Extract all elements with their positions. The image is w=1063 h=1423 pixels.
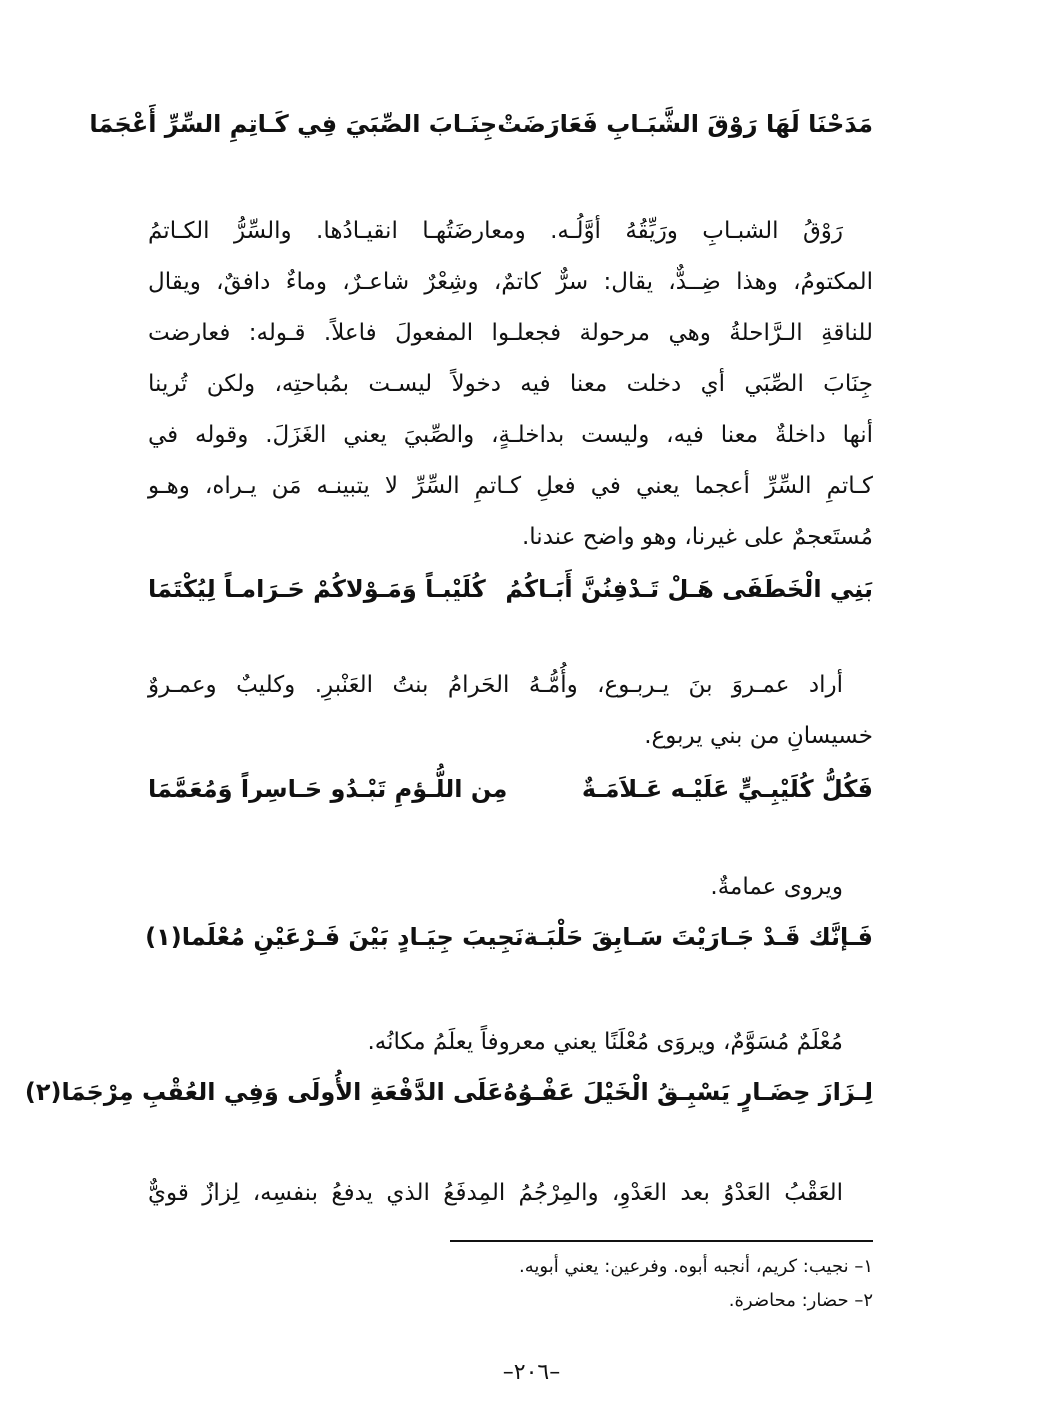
- verse-hemistich-right: مَدَحْنَا لَهَا رَوْقَ الشَّبَـابِ فَعَارَضَتْ: [497, 110, 873, 138]
- verse-hemistich-left: جِنَـابَ الصِّبَيَ فِي كَـاتِمِ السِّرِّ أَعْجَمَا: [89, 110, 498, 138]
- commentary-paragraph: [148, 206, 873, 563]
- verse-hemistich-left: عَلَى الدَّفْعَةِ الأُولَى وَفِي العُقْبِ مِرْجَمَا(٢): [24, 1078, 504, 1106]
- commentary-paragraph: [148, 862, 873, 913]
- commentary-paragraph: [148, 1017, 873, 1068]
- paragraph-line: خسيسانِ من بني يربوع.: [644, 723, 873, 749]
- paragraph-line: المكتومُ، وهذا ضِــدٌّ، يقال: سرٌّ كاتمٌ، وشِعْرٌ شاعـرٌ، وماءٌ دافقٌ، ويقال: [148, 269, 873, 295]
- page-number: –٢٠٦–: [502, 1360, 561, 1385]
- verse-hemistich-right: فَكُلُّ كُلَيْبِـيٍّ عَلَيْـه عَـلاَمَـةٌ: [581, 775, 873, 803]
- verse-line: [148, 567, 873, 611]
- verse-line: [145, 915, 873, 959]
- paragraph-line: العَقْبُ العَدْوُ بعد العَدْوِ، والمِرْجُمُ المِدفَعُ الذي يدفعُ بنفسِه، لِزازٌ قويٌّ: [148, 1180, 843, 1206]
- commentary-paragraph: [148, 1168, 873, 1219]
- paragraph-line: كـاتمِ السِّرِّ أعجما يعني في فعلِ كـاتمِ السِّرِّ لا يتبينـه مَن يـراه، وهـو: [148, 473, 873, 499]
- footnote: ١– نجيب: كريم، أنجبه أبوه. وفرعين: يعني أبويه.: [519, 1256, 873, 1277]
- verse-hemistich-right: فَـإنَّك قَـدْ جَـارَيْتَ سَـابِقَ حَلْبَـة: [523, 923, 873, 951]
- verse-line: [89, 102, 873, 146]
- paragraph-line: للناقةِ الـرَّاحلةُ وهي مرحولة فجعلـوا المفعولَ فاعلاً. قـوله: فعارضت: [148, 320, 873, 346]
- paragraph-line: أنها داخلةٌ معنا فيه، وليست بداخلـةٍ، والصِّبيَ يعني الغَزَلَ. وقوله في: [148, 422, 873, 448]
- paragraph-line: مُعْلَمٌ مُسَوَّمٌ، ويروَى مُعْلَنًا يعني معروفاً يعلَمُ مكانُه.: [367, 1029, 843, 1055]
- footnote: ٢– حضار: محاضرة.: [728, 1290, 873, 1311]
- verse-hemistich-left: مِن اللُّـؤمِ تَبْـدُو حَـاسِراً وَمُعَمَّمَا: [148, 775, 508, 803]
- verse-hemistich-left: كُلَيْبـاً وَمَـوْلاكُمْ حَـرَامـاً لِيُكْتَمَا: [148, 575, 486, 603]
- paragraph-line: أراد عمـروَ بنَ يـربـوع، وأُمُّـهُ الحَرامُ بنتُ العَنْبرِ. وكليبٌ وعمـروٌ: [148, 672, 843, 698]
- paragraph-line: جِنَابَ الصِّبَي أي دخلت معنا فيه دخولاً ليسـت بمُباحتِه، ولكن تُرينا: [148, 371, 873, 397]
- paragraph-line: رَوْقُ الشبـابِ ورَيِّقُهُ أوَّلُـه. ومعارضَتُهـا انقيـادُها. والسِّرُّ الكـاتمُ: [148, 218, 843, 244]
- commentary-paragraph: [148, 660, 873, 762]
- footnote-separator: [450, 1240, 873, 1242]
- verse-hemistich-right: لِـزَازَ حِضَـارٍ يَسْبِـقُ الْخَيْلَ عَفْـوُهُ: [503, 1078, 873, 1106]
- verse-line: [24, 1070, 873, 1114]
- paragraph-line: ويروى عمامةٌ.: [710, 874, 843, 900]
- verse-line: [148, 767, 873, 811]
- verse-hemistich-left: نَجِيبَ جِيَـادٍ بَيْنَ فَـرْعَيْنِ مُعْلَما(١): [145, 923, 524, 951]
- paragraph-line: مُستَعجمٌ على غيرنا، وهو واضح عندنا.: [521, 524, 873, 550]
- verse-hemistich-right: بَنِي الْخَطَفَى هَـلْ تَـدْفِنُنَّ أَبَـاكُمُ: [505, 575, 873, 603]
